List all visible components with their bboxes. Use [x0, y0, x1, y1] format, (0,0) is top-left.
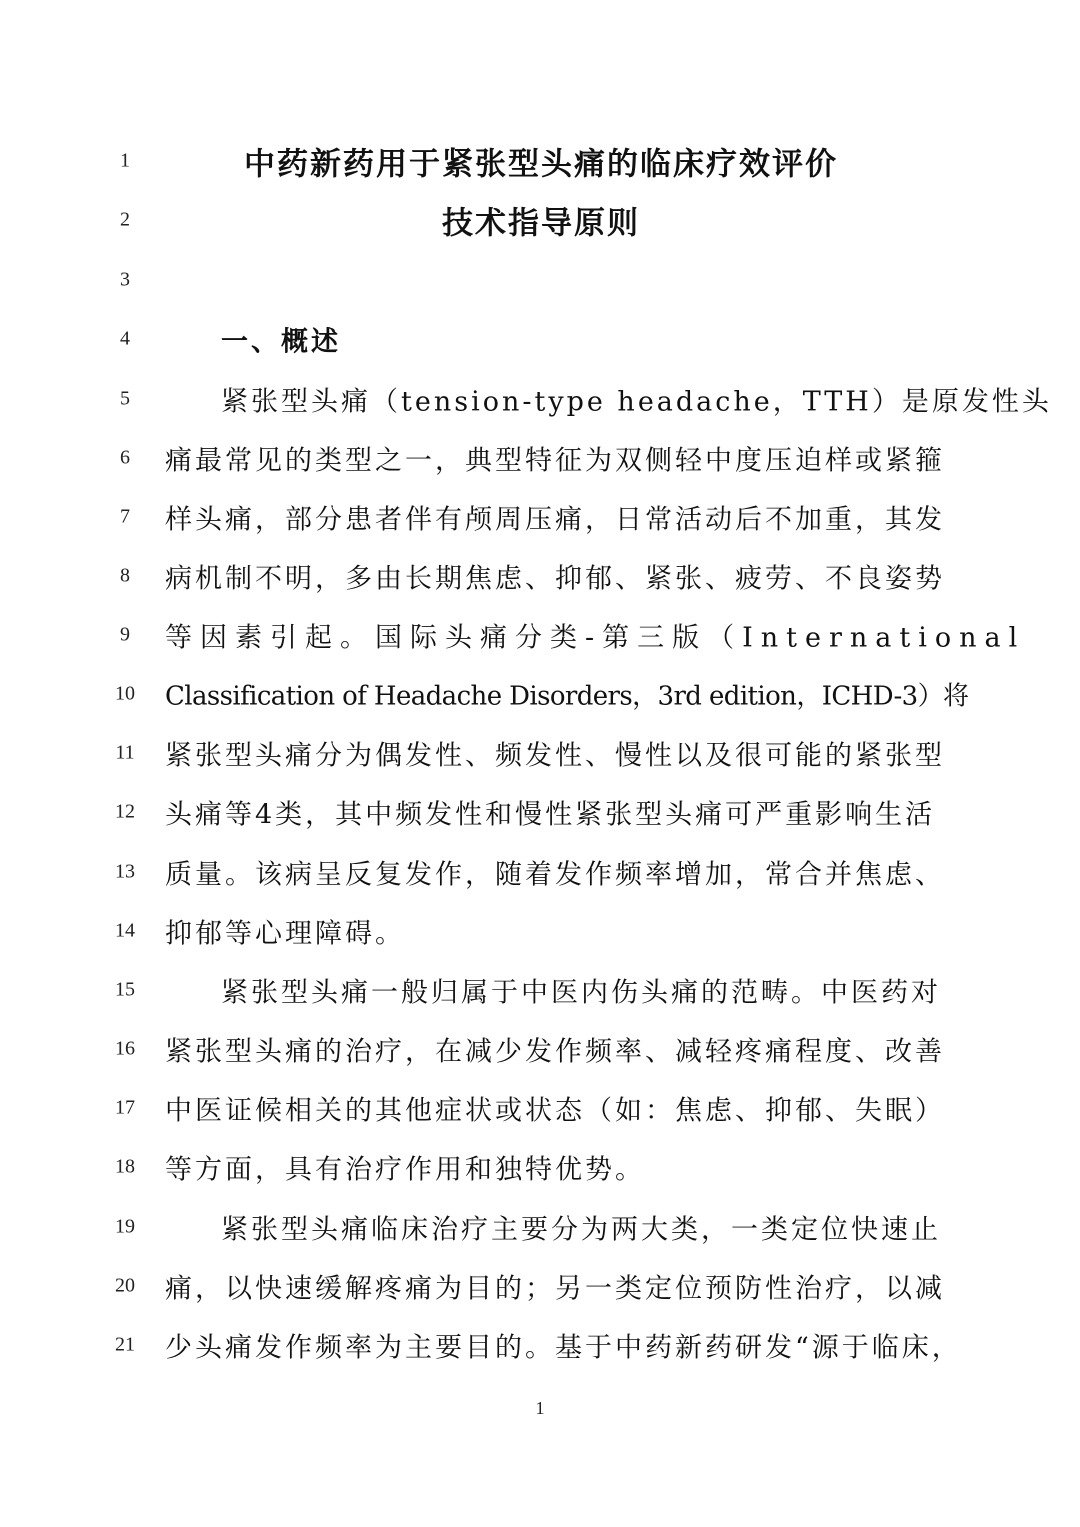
text-row	[0, 1256, 1080, 1315]
text-row	[0, 782, 1080, 841]
paragraph-line: 样头痛，部分患者伴有颅周压痛，日常活动后不加重，其发	[165, 504, 945, 535]
text-row	[0, 487, 1080, 546]
title-row-2	[0, 190, 1080, 249]
text-row	[0, 1019, 1080, 1078]
paragraph-line: 紧张型头痛分为偶发性、频发性、慢性以及很可能的紧张型	[165, 740, 945, 771]
text-row	[0, 1137, 1080, 1196]
text-row	[0, 723, 1080, 782]
title-row-1	[0, 131, 1080, 190]
line-number: 1	[120, 149, 130, 171]
paragraph-line: 少头痛发作频率为主要目的。基于中药新药研发“源于临床，	[165, 1332, 962, 1363]
line-number: 11	[115, 741, 135, 763]
paragraph-line: 中医证候相关的其他症状或状态（如：焦虑、抑郁、失眠）	[165, 1095, 945, 1126]
line-number: 7	[120, 505, 130, 527]
text-row	[0, 428, 1080, 487]
paragraph-line: 紧张型头痛一般归属于中医内伤头痛的范畴。中医药对	[221, 977, 941, 1008]
line-number: 5	[120, 387, 130, 409]
text-row	[0, 901, 1080, 960]
paragraph-line: 头痛等4类，其中频发性和慢性紧张型头痛可严重影响生活	[165, 799, 936, 830]
paragraph-line: 质量。该病呈反复发作，随着发作频率增加，常合并焦虑、	[165, 859, 945, 890]
text-row	[0, 664, 1080, 723]
line-number: 3	[120, 268, 130, 290]
paragraph-line: 抑郁等心理障碍。	[165, 918, 405, 949]
text-row	[0, 960, 1080, 1019]
line-number: 18	[115, 1155, 135, 1177]
document-title-line-2: 技术指导原则	[442, 205, 640, 241]
text-row	[0, 1315, 1080, 1374]
text-row	[0, 369, 1080, 428]
paragraph-line: 痛最常见的类型之一，典型特征为双侧轻中度压迫样或紧箍	[165, 445, 945, 476]
paragraph-line: 紧张型头痛临床治疗主要分为两大类，一类定位快速止	[221, 1214, 941, 1245]
line-number: 20	[115, 1274, 135, 1296]
blank-row	[0, 250, 1080, 309]
line-number: 14	[115, 919, 135, 941]
paragraph-line: 紧张型头痛的治疗，在减少发作频率、减轻疼痛程度、改善	[165, 1036, 945, 1067]
line-number: 13	[115, 860, 135, 882]
line-number: 17	[115, 1096, 135, 1118]
line-number: 16	[115, 1037, 135, 1059]
text-row	[0, 1197, 1080, 1256]
line-number: 8	[120, 564, 130, 586]
paragraph-line: 等方面，具有治疗作用和独特优势。	[165, 1154, 645, 1185]
text-row	[0, 605, 1080, 664]
paragraph-line: Classification of Headache Disorders，3rd edition，ICHD-3）将	[165, 681, 969, 711]
text-row	[0, 842, 1080, 901]
paragraph-line: 等因素引起。国际头痛分类-第三版（International	[165, 622, 1026, 653]
line-number: 9	[120, 623, 130, 645]
document-title-line-1: 中药新药用于紧张型头痛的临床疗效评价	[244, 146, 838, 182]
page-number: 1	[535, 1398, 545, 1418]
line-number: 4	[120, 327, 130, 349]
line-number: 21	[115, 1333, 135, 1355]
line-number: 2	[120, 208, 130, 230]
paragraph-line: 病机制不明，多由长期焦虑、抑郁、紧张、疲劳、不良姿势	[165, 563, 945, 594]
line-number: 10	[115, 682, 135, 704]
text-row	[0, 546, 1080, 605]
line-number: 12	[115, 800, 135, 822]
line-number: 15	[115, 978, 135, 1000]
section-heading: 一、概述	[221, 326, 341, 357]
line-number: 6	[120, 446, 130, 468]
paragraph-line: 痛，以快速缓解疼痛为目的；另一类定位预防性治疗，以减	[165, 1273, 945, 1304]
line-number: 19	[115, 1215, 135, 1237]
text-row	[0, 1078, 1080, 1137]
paragraph-line: 紧张型头痛（tension-type headache，TTH）是原发性头	[221, 386, 1052, 417]
heading-row	[0, 309, 1080, 368]
